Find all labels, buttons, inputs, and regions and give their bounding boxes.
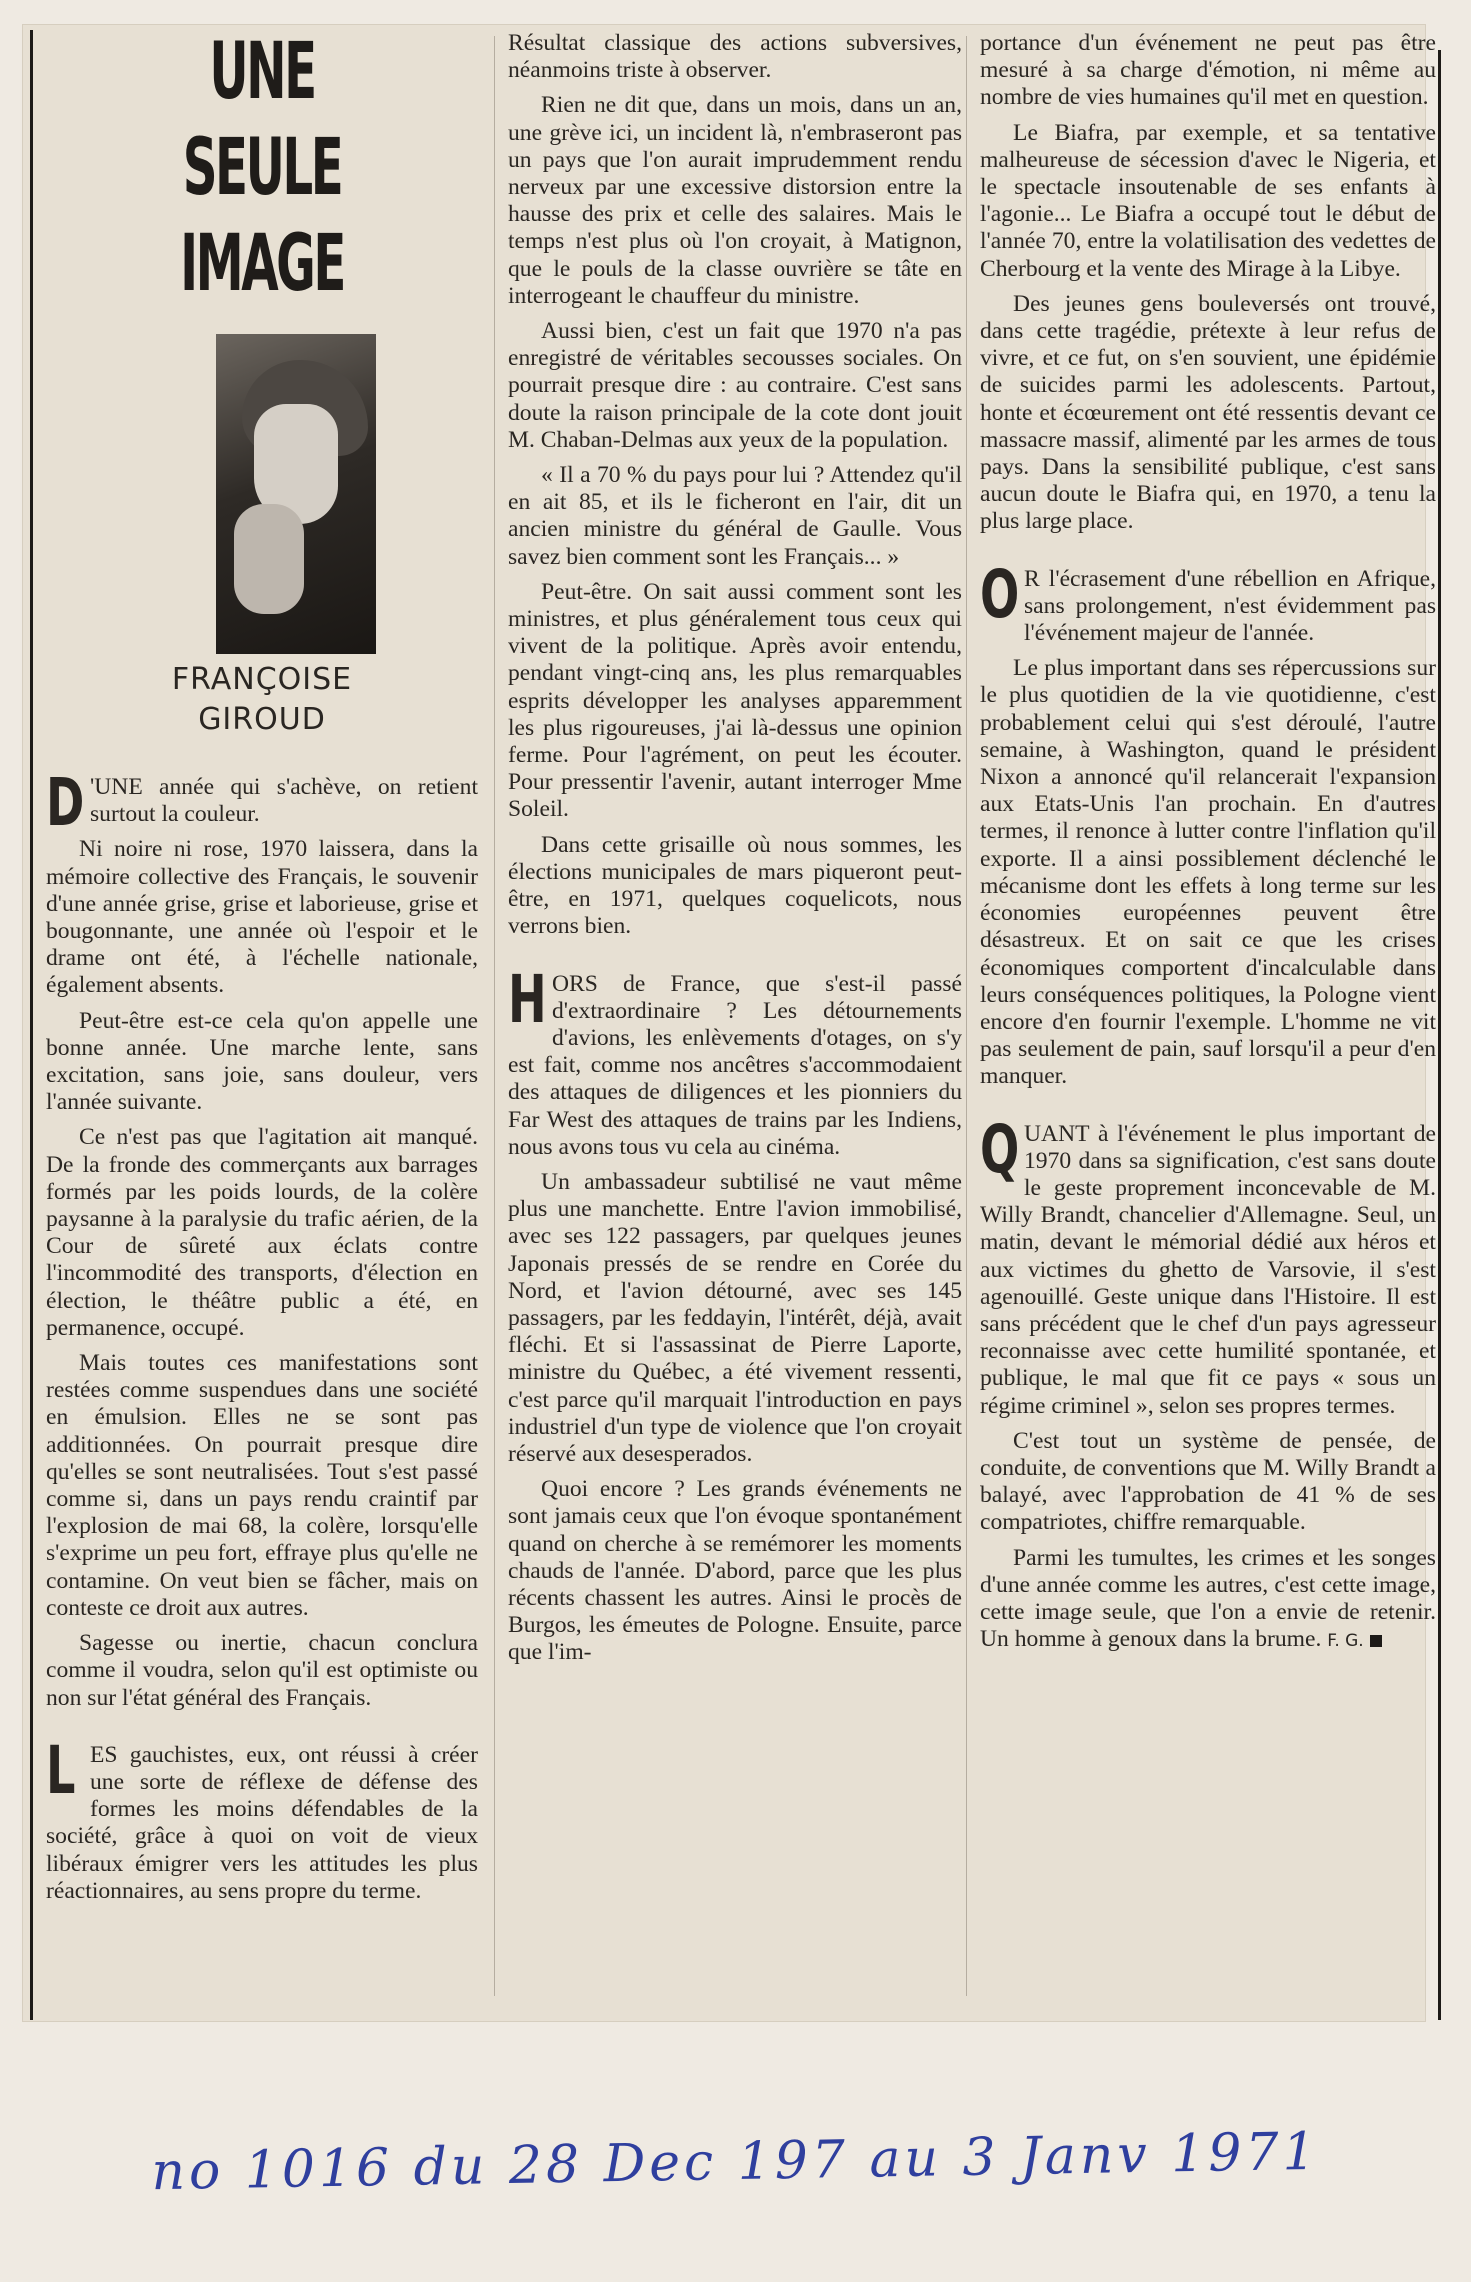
paragraph-text: UANT à l'événement le plus important de 1970 dans sa signification, c'est sans doute le geste proprement inconcevable de M. Willy Brandt, chancelier d'Allemagne. Seul, un matin, devant le mémorial dédié aux héros et aux victimes du ghetto de Varsovie, il s'est agenouillé. Geste unique dans l'Histoire. Il est sans précédent que le chef d'un pays agresseur reconnaisse avec cette humilité spontanée, et publique, le mal que fit ce pays « sous un régime criminel », selon ses propres termes. — [980, 1120, 1436, 1419]
headline — [128, 24, 396, 312]
paragraph: C'est tout un système de pensée, de conduite, de conventions que M. Willy Brandt a balayé, avec l'approbation de 41 % de ses compatriotes, chiffre remarquable. — [980, 1427, 1436, 1536]
drop-cap: Q — [980, 1110, 1020, 1188]
paragraph: Aussi bien, c'est un fait que 1970 n'a pas enregistré de véritables secousses sociales. On pourrait presque dire : au contraire. C'est sans doute la raison principale de la cote dont jouit M. Chaban-Delmas aux yeux de la population. — [508, 318, 962, 453]
paragraph: portance d'un événement ne peut pas être mesuré à sa charge d'émotion, ni même au nombre de vies humaines qu'il met en question. — [980, 30, 1436, 111]
byline-last: GIROUD — [198, 702, 326, 737]
drop-cap: O — [980, 555, 1020, 633]
paragraph: « Il a 70 % du pays pour lui ? Attendez qu'il en ait 85, et ils le ficheront en l'air, dit un ancien ministre du général de Gaulle. Vous savez bien comment sont les Français... » — [508, 462, 962, 570]
paragraph: Mais toutes ces manifestations sont restées comme suspendues dans une société en émulsion. Elles ne se sont pas additionnées. On pourrait presque dire qu'elles se sont neutralisées. Tout s'est passé comme si, dans un pays rendu craintif par l'explosion de mai 68, la colère, lorsqu'elle s'exprime un peu fort, effraye plus qu'elle ne contamine. On veut bien se fâcher, mais on conteste ce droit aux autres. — [46, 1350, 478, 1621]
drop-cap: D — [46, 764, 85, 841]
paragraph-text: ES gauchistes, eux, ont réussi à créer une sorte de réflexe de défense des formes les moins défendables de la société, grâce à quoi on voit de vieux libéraux émigrer vers les attitudes les plus réactionnaires, au sens propre du terme. — [46, 1741, 478, 1904]
photo-hand — [234, 504, 304, 614]
headline-line: IMAGE — [180, 219, 344, 309]
author-photo — [216, 334, 376, 654]
paragraph: Le plus important dans ses répercussions sur le plus quotidien de la vie quotidienne, c'est probablement celui qui s'est déroulé, l'autre semaine, à Washington, quand le président Nixon a annoncé qu'il relancerait l'expansion aux Etats-Unis l'an prochain. En d'autres termes, il renonce à lutter contre l'inflation qu'il exporte. Il a ainsi possiblement déclenché le mécanisme dont les effets à long terme sur les économies européennes peuvent être désastreux. Et on sait ce que les crises économiques comportent d'incalculable dans leurs conséquences politiques, la Pologne vient encore d'en fournir l'exemple. L'homme ne vit pas seulement de pain, sauf lorsqu'il a peur d'en manquer. — [980, 655, 1436, 1090]
column-3-text — [980, 30, 1436, 1655]
drop-cap: H — [508, 960, 547, 1038]
paragraph-text: Parmi les tumultes, les crimes et les songes d'une année comme les autres, c'est cette image, cette image seule, que l'on a envie de retenir. Un homme à genoux dans la brume. — [980, 1544, 1436, 1653]
paragraph: Peut-être. On sait aussi comment sont les ministres, et plus généralement tous ceux qui vivent de la politique. Après avoir entendu, pendant vingt-cinq ans, les plus remarquables esprits développer les analyses apparemment les plus rigoureuses, j'ai là-dessus une opinion ferme. Pour l'agrément, on peut les écouter. Pour pressentir l'avenir, autant interroger Mme Soleil. — [508, 578, 962, 823]
paragraph — [46, 1731, 478, 1905]
signature: F. G. — [1327, 1631, 1364, 1652]
paragraph-text: 'UNE année qui s'achève, on retient surtout la couleur. — [90, 774, 478, 828]
paragraph: Dans cette grisaille où nous sommes, les élections municipales de mars piqueront peut-être, en 1971, quelques coquelicots, nous verrons bien. — [508, 831, 962, 940]
paragraph: Sagesse ou inertie, chacun conclura comme il voudra, selon qu'il est optimiste ou non sur l'état général des Français. — [46, 1630, 478, 1711]
byline-first: FRANÇOISE — [171, 662, 353, 697]
column-separator — [494, 36, 495, 1996]
paragraph-text: ORS de France, que s'est-il passé d'extraordinaire ? Les détournements d'avions, les enlèvements d'otages, on s'y est fait, comme nos ancêtres s'accommodaient des attaques de diligences et les pionniers du Far West des attaques de trains par les Indiens, nous avons tous vu cela au cinéma. — [508, 970, 962, 1160]
paragraph: Quoi encore ? Les grands événements ne sont jamais ceux que l'on évoque spontanément quand on cherche à se remémorer les moments chauds de l'année. D'abord, parce que les plus récents chassent les autres. Ainsi le procès de Burgos, les émeutes de Pologne. Ensuite, parce que l'im- — [508, 1476, 962, 1666]
paragraph-text: R l'écrasement d'une rébellion en Afrique, sans prolongement, n'est évidemment pas l'événement majeur de l'année. — [1024, 565, 1436, 647]
column-2-text — [508, 30, 962, 1667]
paragraph: Résultat classique des actions subversives, néanmoins triste à observer. — [508, 30, 962, 84]
left-border-rule — [30, 30, 33, 2020]
handwritten-note: no 1016 du 28 Dec 197 au 3 Janv 1971 — [150, 2121, 1321, 2203]
end-mark-icon — [1370, 1635, 1382, 1647]
drop-cap: L — [46, 1731, 76, 1809]
paragraph: Le Biafra, par exemple, et sa tentative malheureuse de sécession d'avec le Nigeria, et le spectacle insoutenable de ses enfants à l'agonie... Le Biafra a occupé tout le début de l'année 70, entre la volatilisation des vedettes de Cherbourg et la vente des Mirage à la Libye. — [980, 119, 1436, 282]
column-separator — [966, 36, 967, 1996]
paragraph — [980, 555, 1436, 648]
paragraph — [980, 1110, 1436, 1420]
paragraph: Des jeunes gens bouleversés ont trouvé, dans cette tragédie, prétexte à leur refus de vivre, et ce fut, on s'en souvient, une épidémie de suicides parmi les adolescents. Partout, honte et écœurement ont été ressentis devant ce massacre massif, alimenté par les armes de tous pays. Dans la sensibilité publique, c'est sans aucun doute le Biafra qui, en 1970, a tenu la plus large place. — [980, 290, 1436, 535]
paragraph — [46, 764, 478, 841]
paragraph: Un ambassadeur subtilisé ne vaut même plus une manchette. Entre l'avion immobilisé, avec ses 122 passagers, par quelques jeunes Japonais pressés de se rendre en Corée du Nord, et l'avion détourné, avec ses 145 passagers, par les feddayin, l'intérêt, déjà, avait fléchi. Et si l'assassinat de Pierre Laporte, ministre du Québec, a été vivement ressenti, c'est parce qu'il marquait l'introduction en pays industriel d'un type de violence que l'on croyait réservé aux desesperados. — [508, 1168, 962, 1467]
paragraph: Ce n'est pas que l'agitation ait manqué. De la fronde des commerçants aux barrages formés par les poids lourds, de la colère paysanne à la paralysie du trafic aérien, de la Cour de sûreté aux éclats contre l'incommodité des transports, d'élection en élection, le théâtre public a été, en permanence, occupé. — [46, 1124, 478, 1341]
headline-line: SEULE — [182, 123, 342, 213]
headline-line: UNE — [209, 27, 315, 117]
paragraph: Ni noire ni rose, 1970 laissera, dans la mémoire collective des Français, le souvenir d'une année grise, grise et laborieuse, grise et bougonnante, une année où l'espoir et le drame ont été, à l'échelle nationale, également absents. — [46, 836, 478, 999]
paragraph — [508, 960, 962, 1161]
column-1-text — [46, 764, 478, 1905]
paragraph: Peut-être est-ce cela qu'on appelle une bonne année. Une marche lente, sans excitation, sans joie, sans douleur, vers l'année suivante. — [46, 1007, 478, 1116]
right-border-rule — [1438, 50, 1441, 2020]
paragraph — [980, 1545, 1436, 1656]
paragraph: Rien ne dit que, dans un mois, dans un an, une grève ici, un incident là, n'embraseront pas un pays que l'on aurait imprudemment rendu nerveux par une excessive distorsion entre la hausse des prix et celle des salaires. Mais le temps n'est plus où l'on croyait, à Matignon, que le pouls de la classe ouvrière se tâte en interrogeant le chauffeur du ministre. — [508, 92, 962, 309]
byline — [46, 660, 478, 740]
